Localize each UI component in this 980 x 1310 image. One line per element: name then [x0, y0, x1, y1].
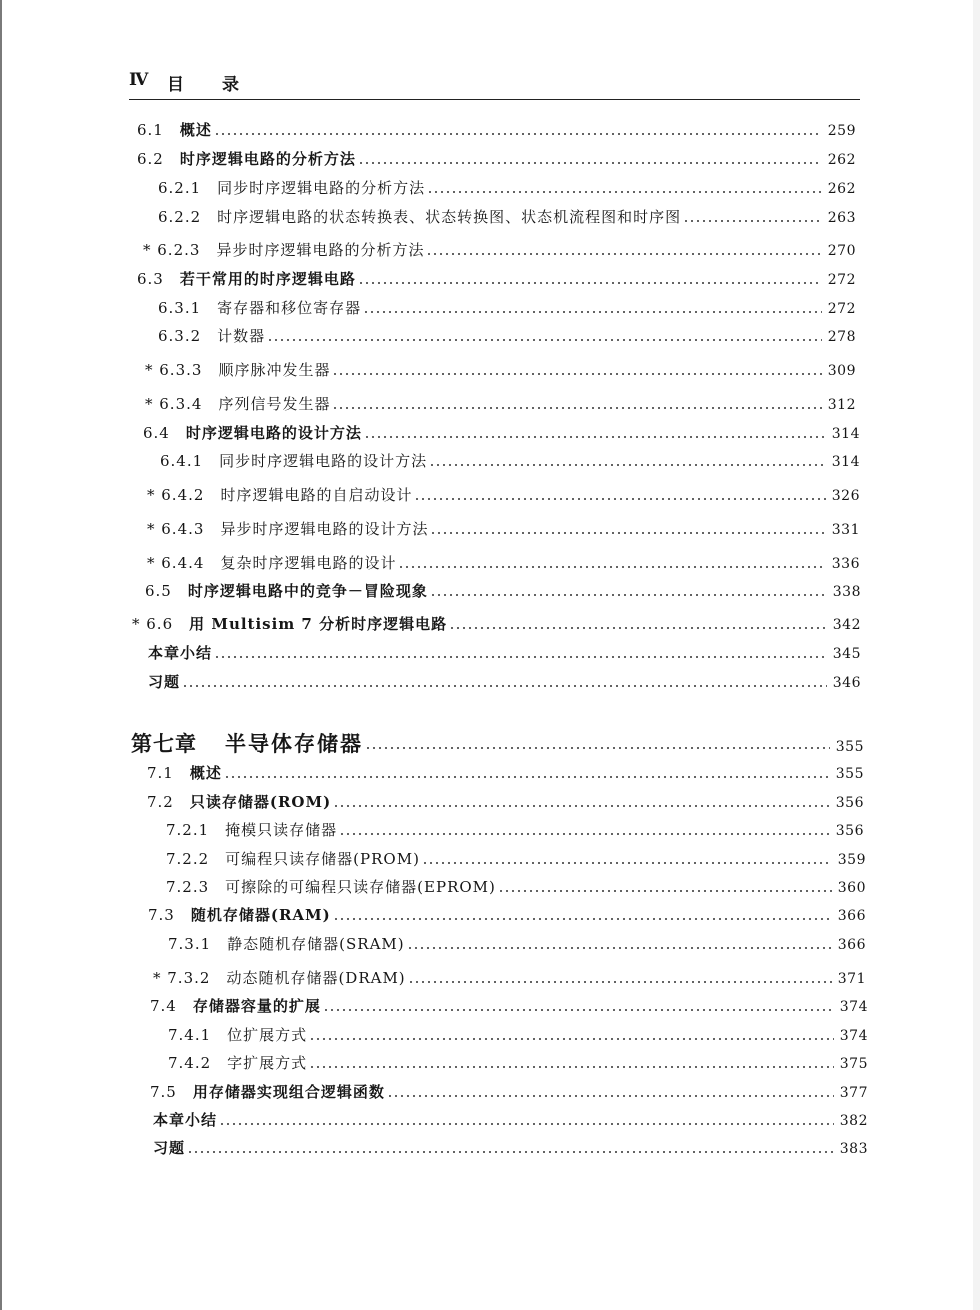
dot-leader — [408, 972, 832, 984]
page-number: 377 — [839, 1085, 868, 1101]
toc-entry — [153, 966, 866, 990]
dot-leader — [323, 1000, 834, 1012]
section-number: * 6.3.3 — [145, 361, 203, 379]
section-title: 序列信号发生器 — [218, 395, 331, 413]
page-number-roman: Ⅳ — [129, 70, 149, 90]
section-number: 7.2.3 — [166, 878, 210, 896]
toc-entry — [145, 579, 861, 603]
page-number: 314 — [831, 454, 860, 470]
section-title: 时序逻辑电路中的竞争－冒险现象 — [187, 582, 428, 600]
dot-leader — [426, 244, 821, 256]
page-number: 262 — [827, 181, 856, 197]
section-title: 顺序脉冲发生器 — [218, 361, 331, 379]
page-number: 331 — [831, 522, 860, 538]
toc-entry — [147, 551, 860, 575]
section-title: 静态随机存储器(SRAM) — [227, 935, 405, 953]
header-rule — [129, 99, 860, 100]
section-title: 随机存储器(RAM) — [190, 906, 331, 924]
section-title: 同步时序逻辑电路的分析方法 — [217, 179, 426, 197]
page-number: 309 — [827, 363, 856, 379]
section-number: 7.3.1 — [168, 935, 212, 953]
section-title: 存储器容量的扩展 — [192, 997, 321, 1015]
toc-entry — [153, 1136, 868, 1160]
toc-entry — [168, 1023, 868, 1047]
page-number: 338 — [832, 584, 861, 600]
toc-entry — [160, 449, 860, 473]
page-number: 259 — [827, 123, 856, 139]
section-title: 动态随机存储器(DRAM) — [226, 969, 406, 987]
dot-leader — [309, 1057, 834, 1069]
section-title: 寄存器和移位寄存器 — [217, 299, 362, 317]
section-number: 6.2 — [137, 150, 164, 168]
dot-leader — [358, 153, 822, 165]
toc-entry — [147, 761, 864, 785]
dot-leader — [429, 455, 826, 467]
section-title: 复杂时序逻辑电路的设计 — [220, 554, 397, 572]
toc-entry — [147, 483, 860, 507]
toc-entry — [158, 296, 856, 320]
dot-leader — [387, 1086, 834, 1098]
page-number: 263 — [827, 210, 856, 226]
section-number: 7.3 — [148, 906, 175, 924]
dot-leader — [267, 330, 822, 342]
section-title: 习题 — [148, 673, 181, 691]
toc-entry — [137, 118, 856, 142]
section-number: * 6.4.4 — [147, 554, 205, 572]
toc-entry — [145, 392, 856, 416]
section-title: 本章小结 — [148, 644, 213, 662]
section-number: 6.4 — [143, 424, 170, 442]
section-number: 7.2.1 — [166, 821, 210, 839]
toc-entry — [147, 517, 860, 541]
dot-leader — [187, 1142, 834, 1154]
page-number: 382 — [839, 1113, 868, 1129]
dot-leader — [430, 585, 827, 597]
page-number: 371 — [837, 971, 866, 987]
toc-entry — [150, 1080, 868, 1104]
page-number: 336 — [831, 556, 860, 572]
dot-leader — [498, 881, 832, 893]
section-title: 半导体存储器 — [225, 731, 363, 756]
dot-leader — [333, 909, 832, 921]
toc-entry — [148, 641, 861, 665]
dot-leader — [339, 824, 830, 836]
section-title: 可擦除的可编程只读存储器(EPROM) — [225, 878, 496, 896]
page-number: 342 — [832, 617, 861, 633]
page-number: 355 — [835, 739, 864, 755]
toc-entry — [166, 875, 866, 899]
section-number: 6.3 — [137, 270, 164, 288]
dot-leader — [422, 853, 832, 865]
page-number: 278 — [827, 329, 856, 345]
section-title: 位扩展方式 — [227, 1026, 308, 1044]
section-title: 字扩展方式 — [227, 1054, 308, 1072]
chapter-entry — [131, 729, 864, 759]
section-number: 7.5 — [150, 1083, 177, 1101]
dot-leader — [182, 676, 827, 688]
section-title: 时序逻辑电路的自启动设计 — [220, 486, 413, 504]
dot-leader — [407, 938, 832, 950]
section-title: 概述 — [179, 121, 212, 139]
dot-leader — [224, 767, 830, 779]
page-number: 360 — [837, 880, 866, 896]
section-number: 6.1 — [137, 121, 164, 139]
page-number: 374 — [839, 1028, 868, 1044]
page-header — [129, 68, 859, 94]
toc-entry — [166, 818, 864, 842]
page-number: 359 — [837, 852, 866, 868]
page-number: 374 — [839, 999, 868, 1015]
scan-edge-right — [973, 0, 980, 1310]
page-number: 326 — [831, 488, 860, 504]
section-number: * 6.2.3 — [143, 241, 201, 259]
section-number: * 6.4.2 — [147, 486, 205, 504]
dot-leader — [219, 1114, 834, 1126]
toc-entry — [158, 324, 856, 348]
page-number: 272 — [827, 272, 856, 288]
page-number: 383 — [839, 1141, 868, 1157]
toc-entry — [168, 932, 866, 956]
page-number: 366 — [837, 908, 866, 924]
section-number: 6.2.1 — [158, 179, 202, 197]
toc-entry — [153, 1108, 868, 1132]
dot-leader — [214, 124, 822, 136]
toc-entry — [145, 358, 856, 382]
dot-leader — [414, 489, 825, 501]
section-number: 7.1 — [147, 764, 174, 782]
page-number: 345 — [832, 646, 861, 662]
section-number: 7.4.2 — [168, 1054, 212, 1072]
dot-leader — [363, 302, 822, 314]
section-number: 7.2.2 — [166, 850, 210, 868]
dot-leader — [332, 364, 821, 376]
toc-entry — [143, 238, 856, 262]
page-number: 314 — [831, 426, 860, 442]
section-number: 第七章 — [131, 731, 197, 756]
page-number: 356 — [835, 795, 864, 811]
dot-leader — [365, 738, 830, 750]
section-title: 时序逻辑电路的分析方法 — [179, 150, 356, 168]
dot-leader — [364, 427, 826, 439]
page-number: 355 — [835, 766, 864, 782]
dot-leader — [332, 398, 821, 410]
toc-entry — [137, 267, 856, 291]
page-number: 375 — [839, 1056, 868, 1072]
section-number: 7.4 — [150, 997, 177, 1015]
toc-entry — [143, 421, 860, 445]
toc-entry — [168, 1051, 868, 1075]
page-number: 366 — [837, 937, 866, 953]
section-title: 概述 — [189, 764, 222, 782]
section-title: 习题 — [153, 1139, 186, 1157]
section-number: 6.3.1 — [158, 299, 202, 317]
section-number: 6.2.2 — [158, 208, 202, 226]
toc-entry — [150, 994, 868, 1018]
section-title: 异步时序逻辑电路的设计方法 — [220, 520, 429, 538]
section-number: * 6.4.3 — [147, 520, 205, 538]
dot-leader — [683, 211, 822, 223]
section-title: 用 Multisim 7 分析时序逻辑电路 — [189, 615, 448, 633]
toc-entry — [148, 670, 861, 694]
page-title: 目录 — [167, 75, 277, 95]
toc-entry — [166, 847, 866, 871]
section-number: 7.4.1 — [168, 1026, 212, 1044]
section-title: 时序逻辑电路的设计方法 — [185, 424, 362, 442]
dot-leader — [358, 273, 822, 285]
section-title: 时序逻辑电路的状态转换表、状态转换图、状态机流程图和时序图 — [217, 208, 682, 226]
section-number: * 6.3.4 — [145, 395, 203, 413]
dot-leader — [309, 1029, 834, 1041]
section-title: 本章小结 — [153, 1111, 218, 1129]
page-number: 270 — [827, 243, 856, 259]
toc-entry — [158, 205, 856, 229]
dot-leader — [333, 796, 830, 808]
section-title: 同步时序逻辑电路的设计方法 — [219, 452, 428, 470]
dot-leader — [398, 557, 825, 569]
page-number: 356 — [835, 823, 864, 839]
section-number: 6.5 — [145, 582, 172, 600]
page-number: 272 — [827, 301, 856, 317]
section-title: 可编程只读存储器(PROM) — [225, 850, 420, 868]
toc-entry — [137, 147, 856, 171]
section-title: 只读存储器(ROM) — [189, 793, 332, 811]
section-title: 用存储器实现组合逻辑函数 — [192, 1083, 385, 1101]
section-title: 若干常用的时序逻辑电路 — [179, 270, 356, 288]
section-number: 7.2 — [147, 793, 174, 811]
section-title: 掩模只读存储器 — [225, 821, 338, 839]
page-number: 262 — [827, 152, 856, 168]
toc-entry — [158, 176, 856, 200]
section-title: 计数器 — [217, 327, 266, 345]
dot-leader — [449, 618, 827, 630]
section-number: 6.3.2 — [158, 327, 202, 345]
dot-leader — [427, 182, 822, 194]
dot-leader — [430, 523, 825, 535]
toc-entry — [132, 612, 861, 636]
toc-entry — [148, 903, 866, 927]
dot-leader — [214, 647, 827, 659]
page-number: 346 — [832, 675, 861, 691]
scan-edge-left — [0, 0, 2, 1310]
section-number: * 6.6 — [132, 615, 174, 633]
section-title: 异步时序逻辑电路的分析方法 — [216, 241, 425, 259]
page-number: 312 — [827, 397, 856, 413]
section-number: 6.4.1 — [160, 452, 204, 470]
section-number: * 7.3.2 — [153, 969, 211, 987]
toc-entry — [147, 790, 864, 814]
